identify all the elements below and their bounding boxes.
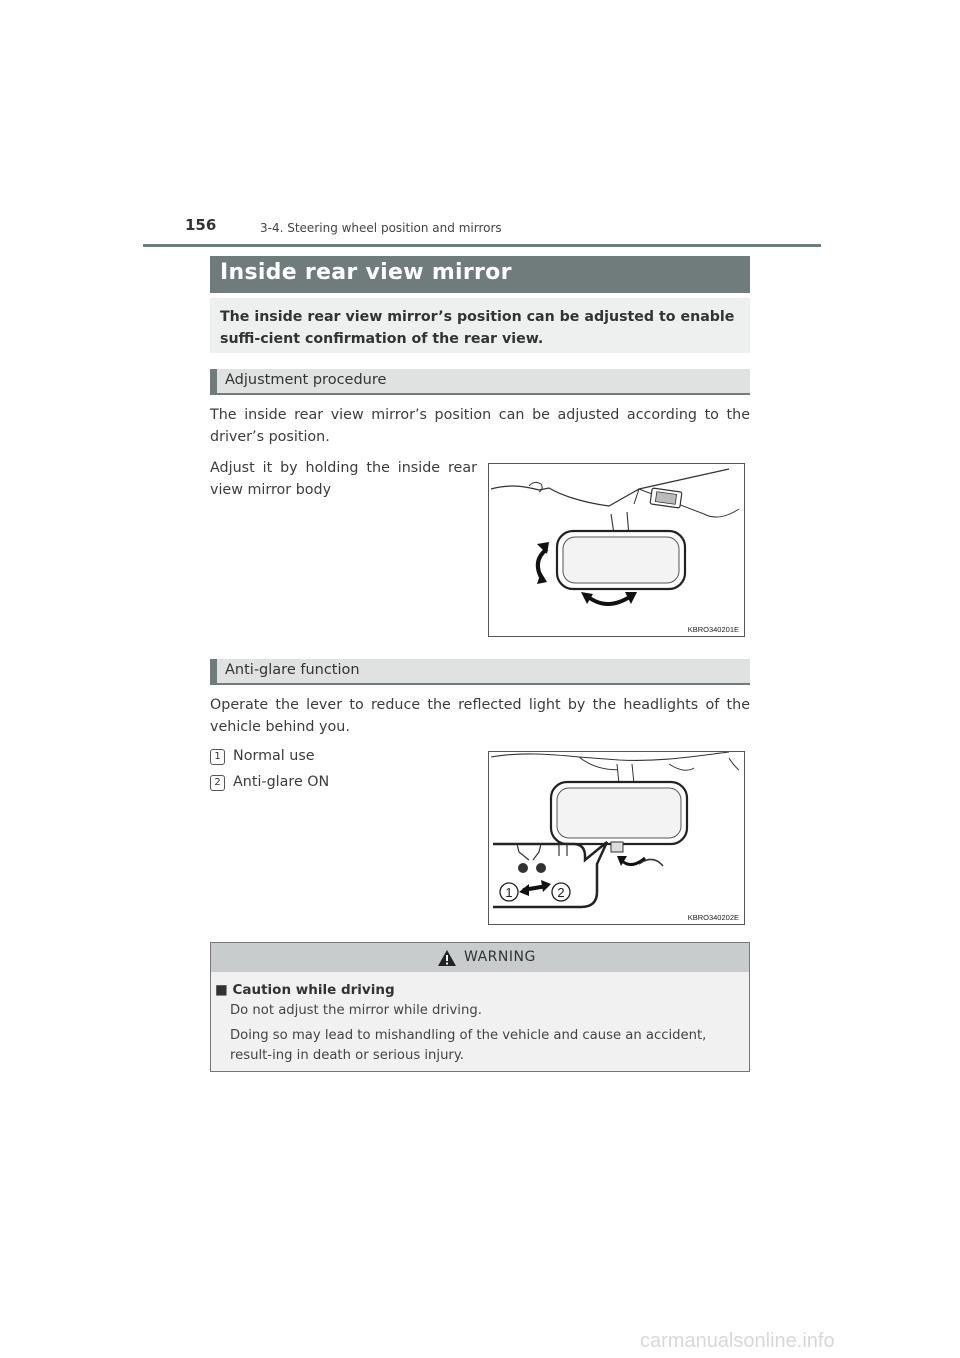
adjustment-paragraph: The inside rear view mirror’s position can be adjusted according to the driver’s position.: [210, 407, 750, 445]
item-number: 2: [210, 775, 225, 791]
figure-label-1: 1: [505, 885, 513, 900]
warning-line: Do not adjust the mirror while driving.: [230, 1003, 482, 1018]
item-label: Normal use: [233, 748, 315, 764]
figure-code: KBRO340202E: [687, 913, 739, 922]
warning-title: [215, 982, 395, 998]
section-heading-antiglare: [210, 659, 750, 685]
page-number: 156: [185, 216, 217, 234]
antiglare-illustration: [489, 752, 744, 924]
warning-label: WARNING: [464, 949, 536, 965]
warning-title-text: Caution while driving: [232, 982, 395, 998]
antiglare-paragraph: Operate the lever to reduce the reflected light by the headlights of the vehicle behind you.: [210, 697, 750, 735]
figure-code: KBRO340201E: [687, 625, 739, 634]
list-item: [210, 745, 315, 767]
section-heading-label: Anti-glare function: [225, 662, 360, 678]
warning-header: [211, 943, 749, 972]
title-bar: [210, 256, 750, 293]
intro-text: The inside rear view mirror’s position can be adjusted to enable suffi-cient confirmation of the rear view.: [220, 309, 735, 347]
square-bullet-icon: ■: [215, 982, 228, 998]
section-heading-label: Adjustment procedure: [225, 372, 387, 388]
warning-triangle-icon: [437, 949, 457, 967]
mirror-adjust-figure: [488, 463, 745, 637]
item-number: 1: [210, 749, 225, 765]
adjustment-instruction: Adjust it by holding the inside rear view mirror body: [210, 460, 477, 498]
item-label: Anti-glare ON: [233, 774, 330, 790]
antiglare-figure: [488, 751, 745, 925]
header-rule: [143, 244, 821, 247]
running-header: 3-4. Steering wheel position and mirrors: [260, 221, 502, 235]
intro-box: [210, 298, 750, 353]
list-item: [210, 771, 329, 793]
warning-line: Doing so may lead to mishandling of the vehicle and cause an accident, result-ing in death or serious injury.: [230, 1028, 707, 1063]
figure-label-2: 2: [557, 885, 565, 900]
warning-box: [210, 942, 750, 1072]
section-heading-adjustment: [210, 369, 750, 395]
mirror-adjust-illustration: [489, 464, 744, 636]
watermark: carmanualsonline.info: [640, 1330, 835, 1352]
page-title: Inside rear view mirror: [220, 260, 512, 285]
